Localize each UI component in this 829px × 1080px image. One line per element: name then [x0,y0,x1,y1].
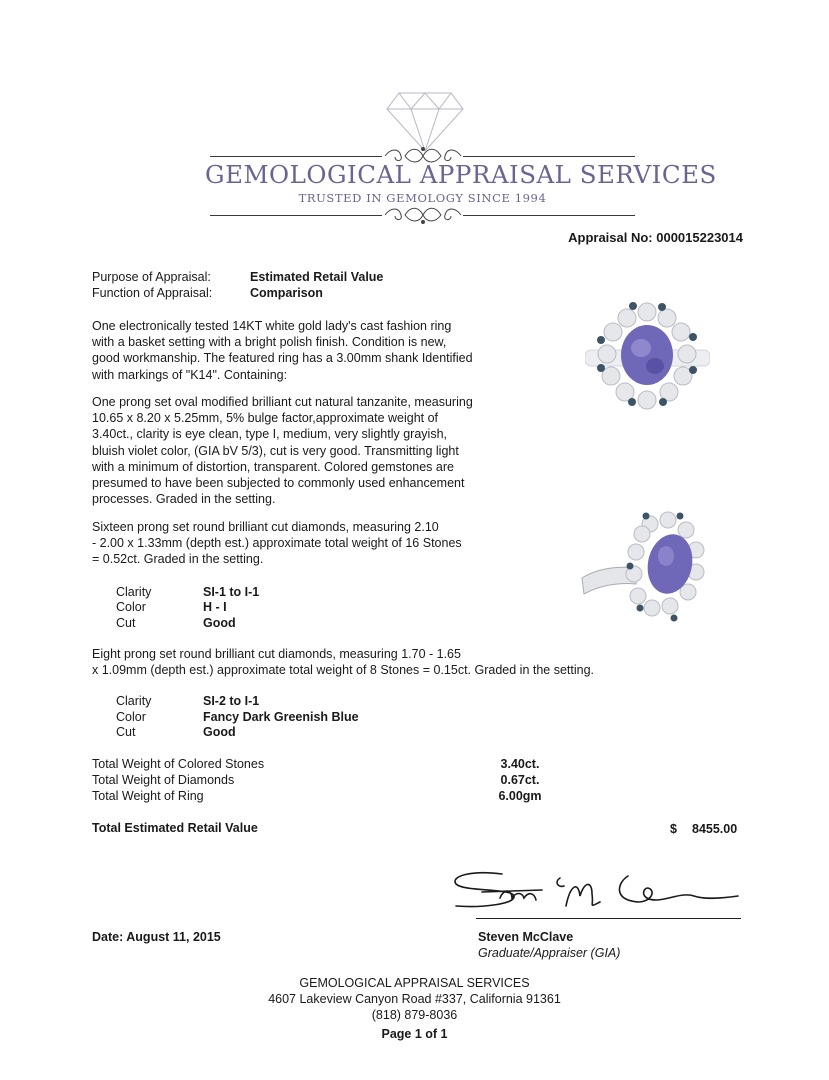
total-diamonds-label: Total Weight of Diamonds [92,773,235,787]
text-line: presumed to have been subjected to commonly used enhancement [92,476,465,491]
function-label: Function of Appraisal: [92,286,213,300]
grade-value-clarity: SI-1 to I-1 [203,585,260,599]
header-rule-bottom-right [463,215,635,216]
footer-address: 4607 Lakeview Canyon Road #337, California 91361 [268,992,561,1006]
text-line: processes. Graded in the setting. [92,492,276,507]
company-logo [205,88,717,228]
grade-value-cut: Good [203,616,236,630]
grade-label-cut: Cut [116,725,136,739]
grade-label-clarity: Clarity [116,585,152,599]
retail-currency: $ [670,822,677,836]
text-line: One electronically tested 14KT white gold lady's cast fashion ring [92,319,452,333]
text-line: One prong set oval modified brilliant cut natural tanzanite, measuring [92,395,473,409]
appraisal-number: Appraisal No: 000015223014 [568,230,743,245]
function-value: Comparison [250,286,323,300]
diamonds-16-description [92,519,462,568]
ring-top-view-image [585,298,710,418]
text-line: good workmanship. The featured ring has a 3.00mm shank Identified [92,351,473,366]
total-diamonds-value: 0.67ct. [500,773,540,787]
retail-value-label: Total Estimated Retail Value [92,821,258,835]
retail-value: 8455.00 [692,822,738,836]
text-line: with a minimum of distortion, transparent. Colored gemstones are [92,459,454,474]
signature-line [476,918,741,919]
purpose-label: Purpose of Appraisal: [92,270,211,284]
total-colored-stones-value: 3.40ct. [500,757,540,771]
text-line: with markings of "K14". Containing: [92,367,288,382]
grade-value-color: Fancy Dark Greenish Blue [203,710,359,724]
grade-label-cut: Cut [116,616,136,630]
appraiser-signature-image [442,866,742,918]
grade-value-color: H - I [203,600,227,614]
company-name: GEMOLOGICAL APPRAISAL SERVICES [205,160,717,189]
ring-side-view-image [578,510,718,628]
diamonds-8-description [92,646,594,678]
header-rule-bottom-left [210,215,382,216]
center-stone-description [92,394,473,507]
text-line: Sixteen prong set round brilliant cut diamonds, measuring 2.10 [92,520,439,534]
company-tagline: TRUSTED IN GEMOLOGY SINCE 1994 [298,191,547,205]
ornament-flourish-bottom-icon [383,205,463,225]
total-colored-stones-label: Total Weight of Colored Stones [92,757,265,771]
ring-description [92,318,473,383]
text-line: - 2.00 x 1.33mm (depth est.) approximate total weight of 16 Stones [92,536,462,551]
text-line: = 0.52ct. Graded in the setting. [92,552,264,567]
footer-phone: (818) 879-8036 [371,1008,458,1022]
text-line: 10.65 x 8.20 x 5.25mm, 5% bulge factor,approximate weight of [92,411,439,426]
page-number: Page 1 of 1 [381,1027,448,1041]
grade-value-cut: Good [203,725,236,739]
appraiser-name: Steven McClave [478,930,574,944]
total-ring-weight-value: 6.00gm [498,789,542,803]
footer-company: GEMOLOGICAL APPRAISAL SERVICES [299,976,530,990]
grade-label-color: Color [116,600,146,614]
grade-label-color: Color [116,710,146,724]
header-rule-left [210,156,382,157]
text-line: bluish violet color, (GIA bV 5/3), cut is very good. Transmitting light [92,443,459,458]
text-line: 3.40ct., clarity is eye clean, type I, medium, very slightly grayish, [92,427,447,442]
text-line: with a basket setting with a bright polish finish. Condition is new, [92,335,447,350]
total-ring-weight-label: Total Weight of Ring [92,789,204,803]
diamond-outline-icon [385,91,465,153]
header-rule-right [463,156,635,157]
grade-label-clarity: Clarity [116,694,152,708]
purpose-value: Estimated Retail Value [250,270,384,284]
text-line: x 1.09mm (depth est.) approximate total weight of 8 Stones = 0.15ct. Graded in the setting. [92,663,595,678]
appraiser-title: Graduate/Appraiser (GIA) [478,946,621,960]
grade-value-clarity: SI-2 to I-1 [203,694,260,708]
text-line: Eight prong set round brilliant cut diamonds, measuring 1.70 - 1.65 [92,647,461,661]
appraisal-date: Date: August 11, 2015 [92,930,221,944]
